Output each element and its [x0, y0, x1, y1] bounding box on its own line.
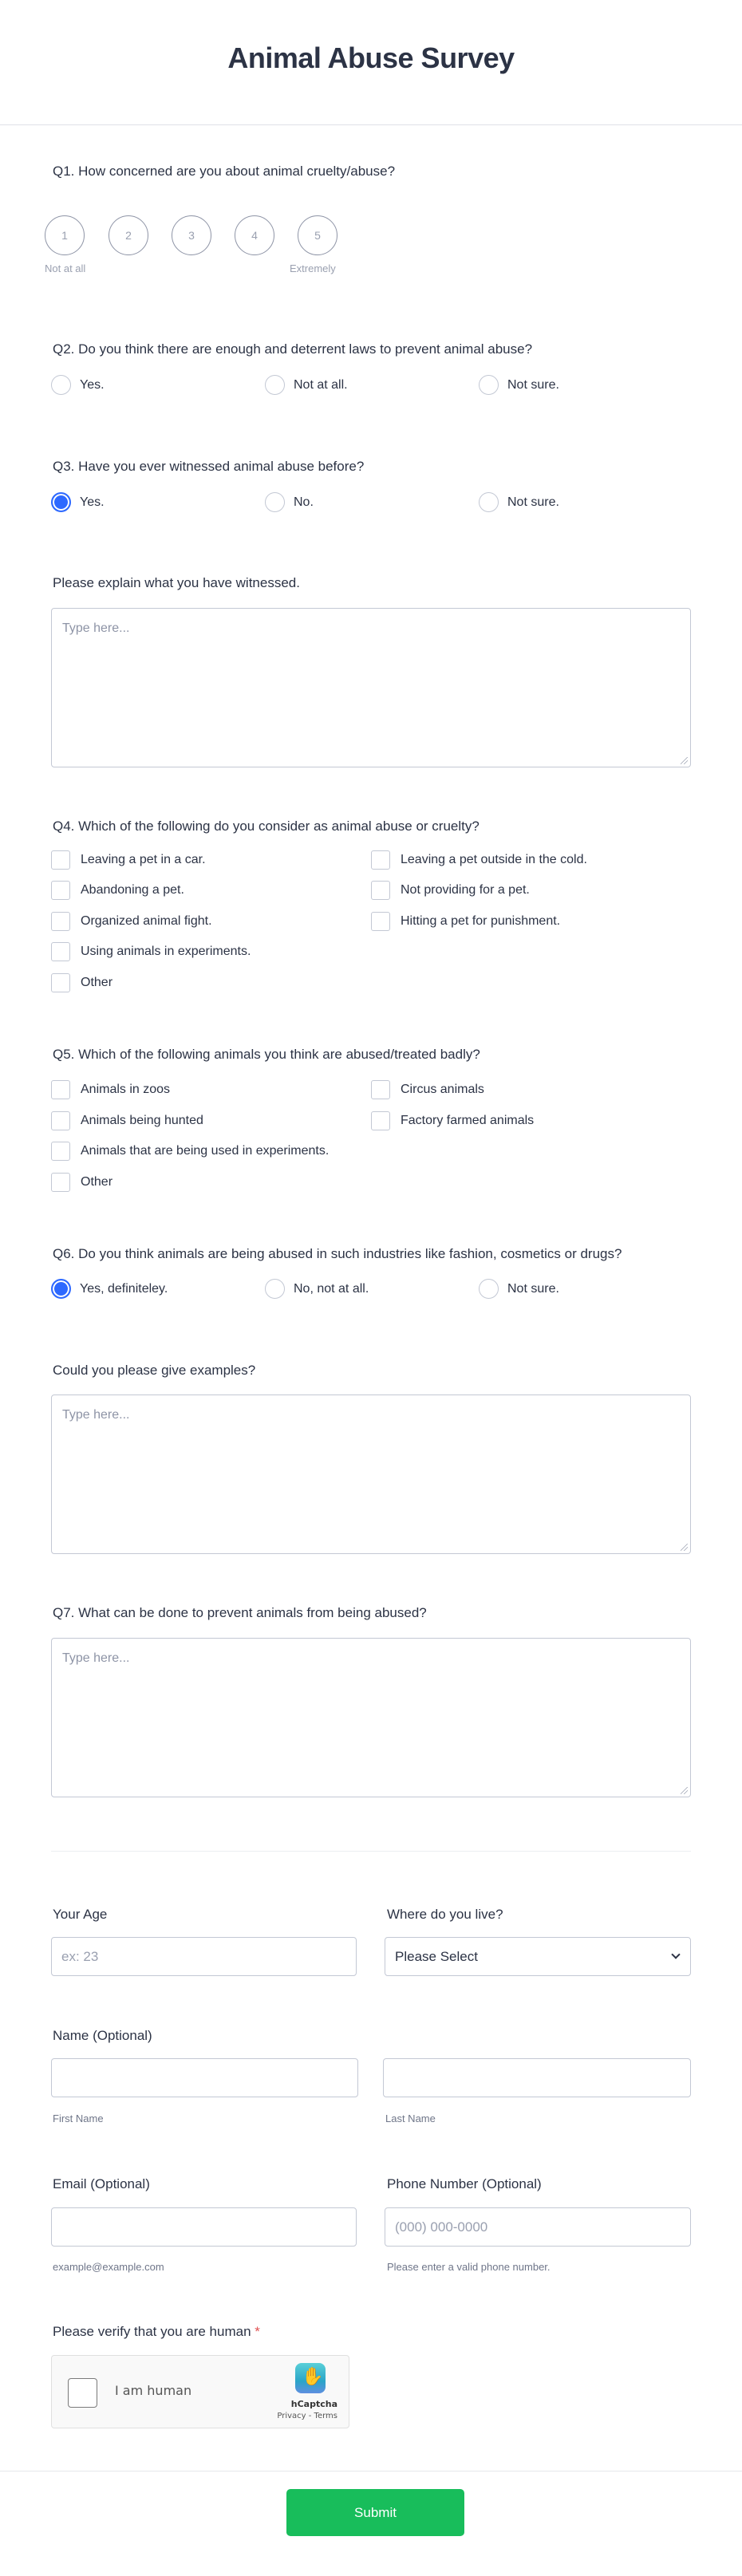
resize-handle-icon[interactable] — [681, 1544, 688, 1551]
q5-option-3[interactable] — [51, 1111, 203, 1130]
q6-option-not-sure[interactable] — [479, 1279, 559, 1299]
option-label: Not sure. — [507, 1281, 559, 1296]
q3-label: Q3. Have you ever witnessed animal abuse before? — [53, 459, 365, 474]
captcha-privacy-terms-links[interactable]: Privacy - Terms — [277, 2412, 337, 2420]
age-label: Your Age — [53, 1907, 108, 1922]
q4-option-other[interactable] — [51, 973, 112, 992]
radio-button[interactable] — [265, 1279, 285, 1299]
radio-button[interactable] — [479, 1279, 499, 1299]
textarea-placeholder: Type here... — [62, 1651, 130, 1665]
q3-option-not-sure[interactable] — [479, 492, 559, 512]
email-sublabel: example@example.com — [53, 2261, 164, 2273]
captcha-brand: hCaptcha — [290, 2399, 337, 2409]
q5-option-2[interactable] — [371, 1080, 484, 1099]
scale-option-label: 2 — [125, 229, 132, 242]
q4-option-2[interactable] — [371, 850, 587, 870]
age-input[interactable] — [51, 1937, 357, 1976]
scale-option-label: 5 — [314, 229, 321, 242]
option-label: Using animals in experiments. — [81, 945, 251, 958]
radio-button-selected[interactable] — [51, 492, 71, 512]
header-divider — [0, 124, 742, 125]
q4-option-4[interactable] — [371, 881, 530, 900]
checkbox[interactable] — [51, 881, 70, 900]
examples-textarea[interactable] — [51, 1395, 691, 1554]
checkbox[interactable] — [51, 942, 70, 961]
option-label: Not sure. — [507, 495, 559, 509]
first-name-input[interactable] — [51, 2058, 358, 2097]
q5-label: Q5. Which of the following animals you think are abused/treated badly? — [53, 1047, 480, 1062]
checkbox[interactable] — [51, 1142, 70, 1161]
hcaptcha-widget — [51, 2355, 349, 2428]
q2-label: Q2. Do you think there are enough and deterrent laws to prevent animal abuse? — [53, 341, 533, 357]
option-label: Other — [81, 1175, 113, 1189]
location-label: Where do you live? — [387, 1907, 503, 1922]
phone-placeholder: (000) 000-0000 — [395, 2219, 488, 2235]
q4-label: Q4. Which of the following do you consider as animal abuse or cruelty? — [53, 819, 480, 834]
option-label: Circus animals — [401, 1083, 484, 1096]
checkbox[interactable] — [371, 1080, 390, 1099]
q2-option-yes[interactable] — [51, 375, 105, 395]
q5-option-1[interactable] — [51, 1080, 170, 1099]
option-label: Organized animal fight. — [81, 914, 212, 928]
checkbox[interactable] — [371, 1111, 390, 1130]
last-name-sublabel: Last Name — [385, 2112, 436, 2124]
q2-option-not-at-all[interactable] — [265, 375, 348, 395]
q3-option-no[interactable] — [265, 492, 314, 512]
captcha-checkbox[interactable] — [68, 2378, 97, 2408]
checkbox[interactable] — [51, 1173, 70, 1192]
option-label: Yes. — [80, 377, 105, 392]
email-input[interactable] — [51, 2207, 357, 2247]
scale-option-2[interactable] — [109, 215, 148, 255]
checkbox[interactable] — [371, 881, 390, 900]
location-select[interactable] — [385, 1937, 691, 1976]
checkbox[interactable] — [51, 1080, 70, 1099]
option-label: Not sure. — [507, 377, 559, 392]
checkbox[interactable] — [51, 912, 70, 931]
resize-handle-icon[interactable] — [681, 1787, 688, 1794]
first-name-sublabel: First Name — [53, 2112, 104, 2124]
submit-button[interactable]: Submit — [286, 2489, 464, 2536]
option-label: Abandoning a pet. — [81, 883, 184, 897]
scale-option-5[interactable] — [298, 215, 337, 255]
option-label: Leaving a pet in a car. — [81, 853, 206, 866]
scale-max-caption: Extremely — [290, 262, 336, 274]
q4-option-7[interactable] — [51, 942, 251, 961]
scale-option-4[interactable] — [235, 215, 274, 255]
page-title: Animal Abuse Survey — [227, 41, 515, 74]
q1-label: Q1. How concerned are you about animal cruelty/abuse? — [53, 164, 396, 179]
radio-button[interactable] — [51, 375, 71, 395]
examples-label: Could you please give examples? — [53, 1363, 256, 1378]
q5-option-5[interactable] — [51, 1142, 329, 1161]
option-label: Yes. — [80, 495, 105, 509]
option-label: Hitting a pet for punishment. — [401, 914, 561, 928]
explain-label: Please explain what you have witnessed. — [53, 575, 300, 590]
q6-option-yes[interactable] — [51, 1279, 168, 1299]
q6-label: Q6. Do you think animals are being abused in such industries like fashion, cosmetics or drugs? — [53, 1246, 622, 1261]
checkbox[interactable] — [371, 912, 390, 931]
email-label: Email (Optional) — [53, 2176, 150, 2191]
checkbox[interactable] — [51, 850, 70, 870]
required-mark: * — [255, 2324, 260, 2339]
option-label: No, not at all. — [294, 1281, 369, 1296]
radio-button-selected[interactable] — [51, 1279, 71, 1299]
scale-option-3[interactable] — [172, 215, 211, 255]
phone-label: Phone Number (Optional) — [387, 2176, 542, 2191]
textarea-placeholder: Type here... — [62, 621, 130, 635]
chevron-down-icon — [671, 1950, 680, 1959]
q4-option-6[interactable] — [371, 912, 560, 931]
option-label: Leaving a pet outside in the cold. — [401, 853, 587, 866]
hcaptcha-logo-icon — [295, 2363, 326, 2393]
option-label: Yes, definiteley. — [80, 1281, 168, 1296]
option-label: Animals being hunted — [81, 1114, 203, 1127]
scale-option-label: 3 — [188, 229, 195, 242]
captcha-label-text: Please verify that you are human — [53, 2324, 251, 2339]
checkbox[interactable] — [371, 850, 390, 870]
q4-option-5[interactable] — [51, 912, 212, 931]
checkbox[interactable] — [51, 1111, 70, 1130]
q2-option-not-sure[interactable] — [479, 375, 559, 395]
q3-option-yes[interactable] — [51, 492, 105, 512]
q6-option-no[interactable] — [265, 1279, 369, 1299]
scale-option-label: 1 — [61, 229, 68, 242]
captcha-label — [53, 2324, 260, 2340]
name-label: Name (Optional) — [53, 2028, 152, 2043]
q4-option-3[interactable] — [51, 881, 184, 900]
radio-button[interactable] — [265, 492, 285, 512]
q7-label: Q7. What can be done to prevent animals from being abused? — [53, 1605, 427, 1620]
explain-textarea[interactable] — [51, 608, 691, 767]
location-selected-value: Please Select — [395, 1948, 478, 1964]
last-name-input[interactable] — [383, 2058, 691, 2097]
option-label: Not providing for a pet. — [401, 883, 530, 897]
option-label: Animals in zoos — [81, 1083, 171, 1096]
scale-option-1[interactable] — [45, 215, 85, 255]
option-label: Not at all. — [294, 377, 348, 392]
radio-button[interactable] — [479, 492, 499, 512]
option-label: No. — [294, 495, 314, 509]
section-divider — [51, 1851, 691, 1852]
phone-sublabel: Please enter a valid phone number. — [387, 2261, 551, 2273]
radio-button[interactable] — [479, 375, 499, 395]
resize-handle-icon[interactable] — [681, 757, 688, 764]
q5-option-4[interactable] — [371, 1111, 534, 1130]
option-label: Other — [81, 976, 113, 989]
option-label: Factory farmed animals — [401, 1114, 535, 1127]
checkbox[interactable] — [51, 973, 70, 992]
captcha-checkbox-label: I am human — [115, 2383, 192, 2398]
scale-min-caption: Not at all — [45, 262, 86, 274]
scale-option-label: 4 — [251, 229, 258, 242]
option-label: Animals that are being used in experiments. — [81, 1144, 330, 1158]
q7-textarea[interactable] — [51, 1638, 691, 1797]
q5-option-other[interactable] — [51, 1173, 112, 1192]
phone-input[interactable] — [385, 2207, 691, 2247]
q4-option-1[interactable] — [51, 850, 206, 870]
radio-button[interactable] — [265, 375, 285, 395]
textarea-placeholder: Type here... — [62, 1408, 130, 1422]
age-placeholder: ex: 23 — [61, 1948, 99, 1964]
